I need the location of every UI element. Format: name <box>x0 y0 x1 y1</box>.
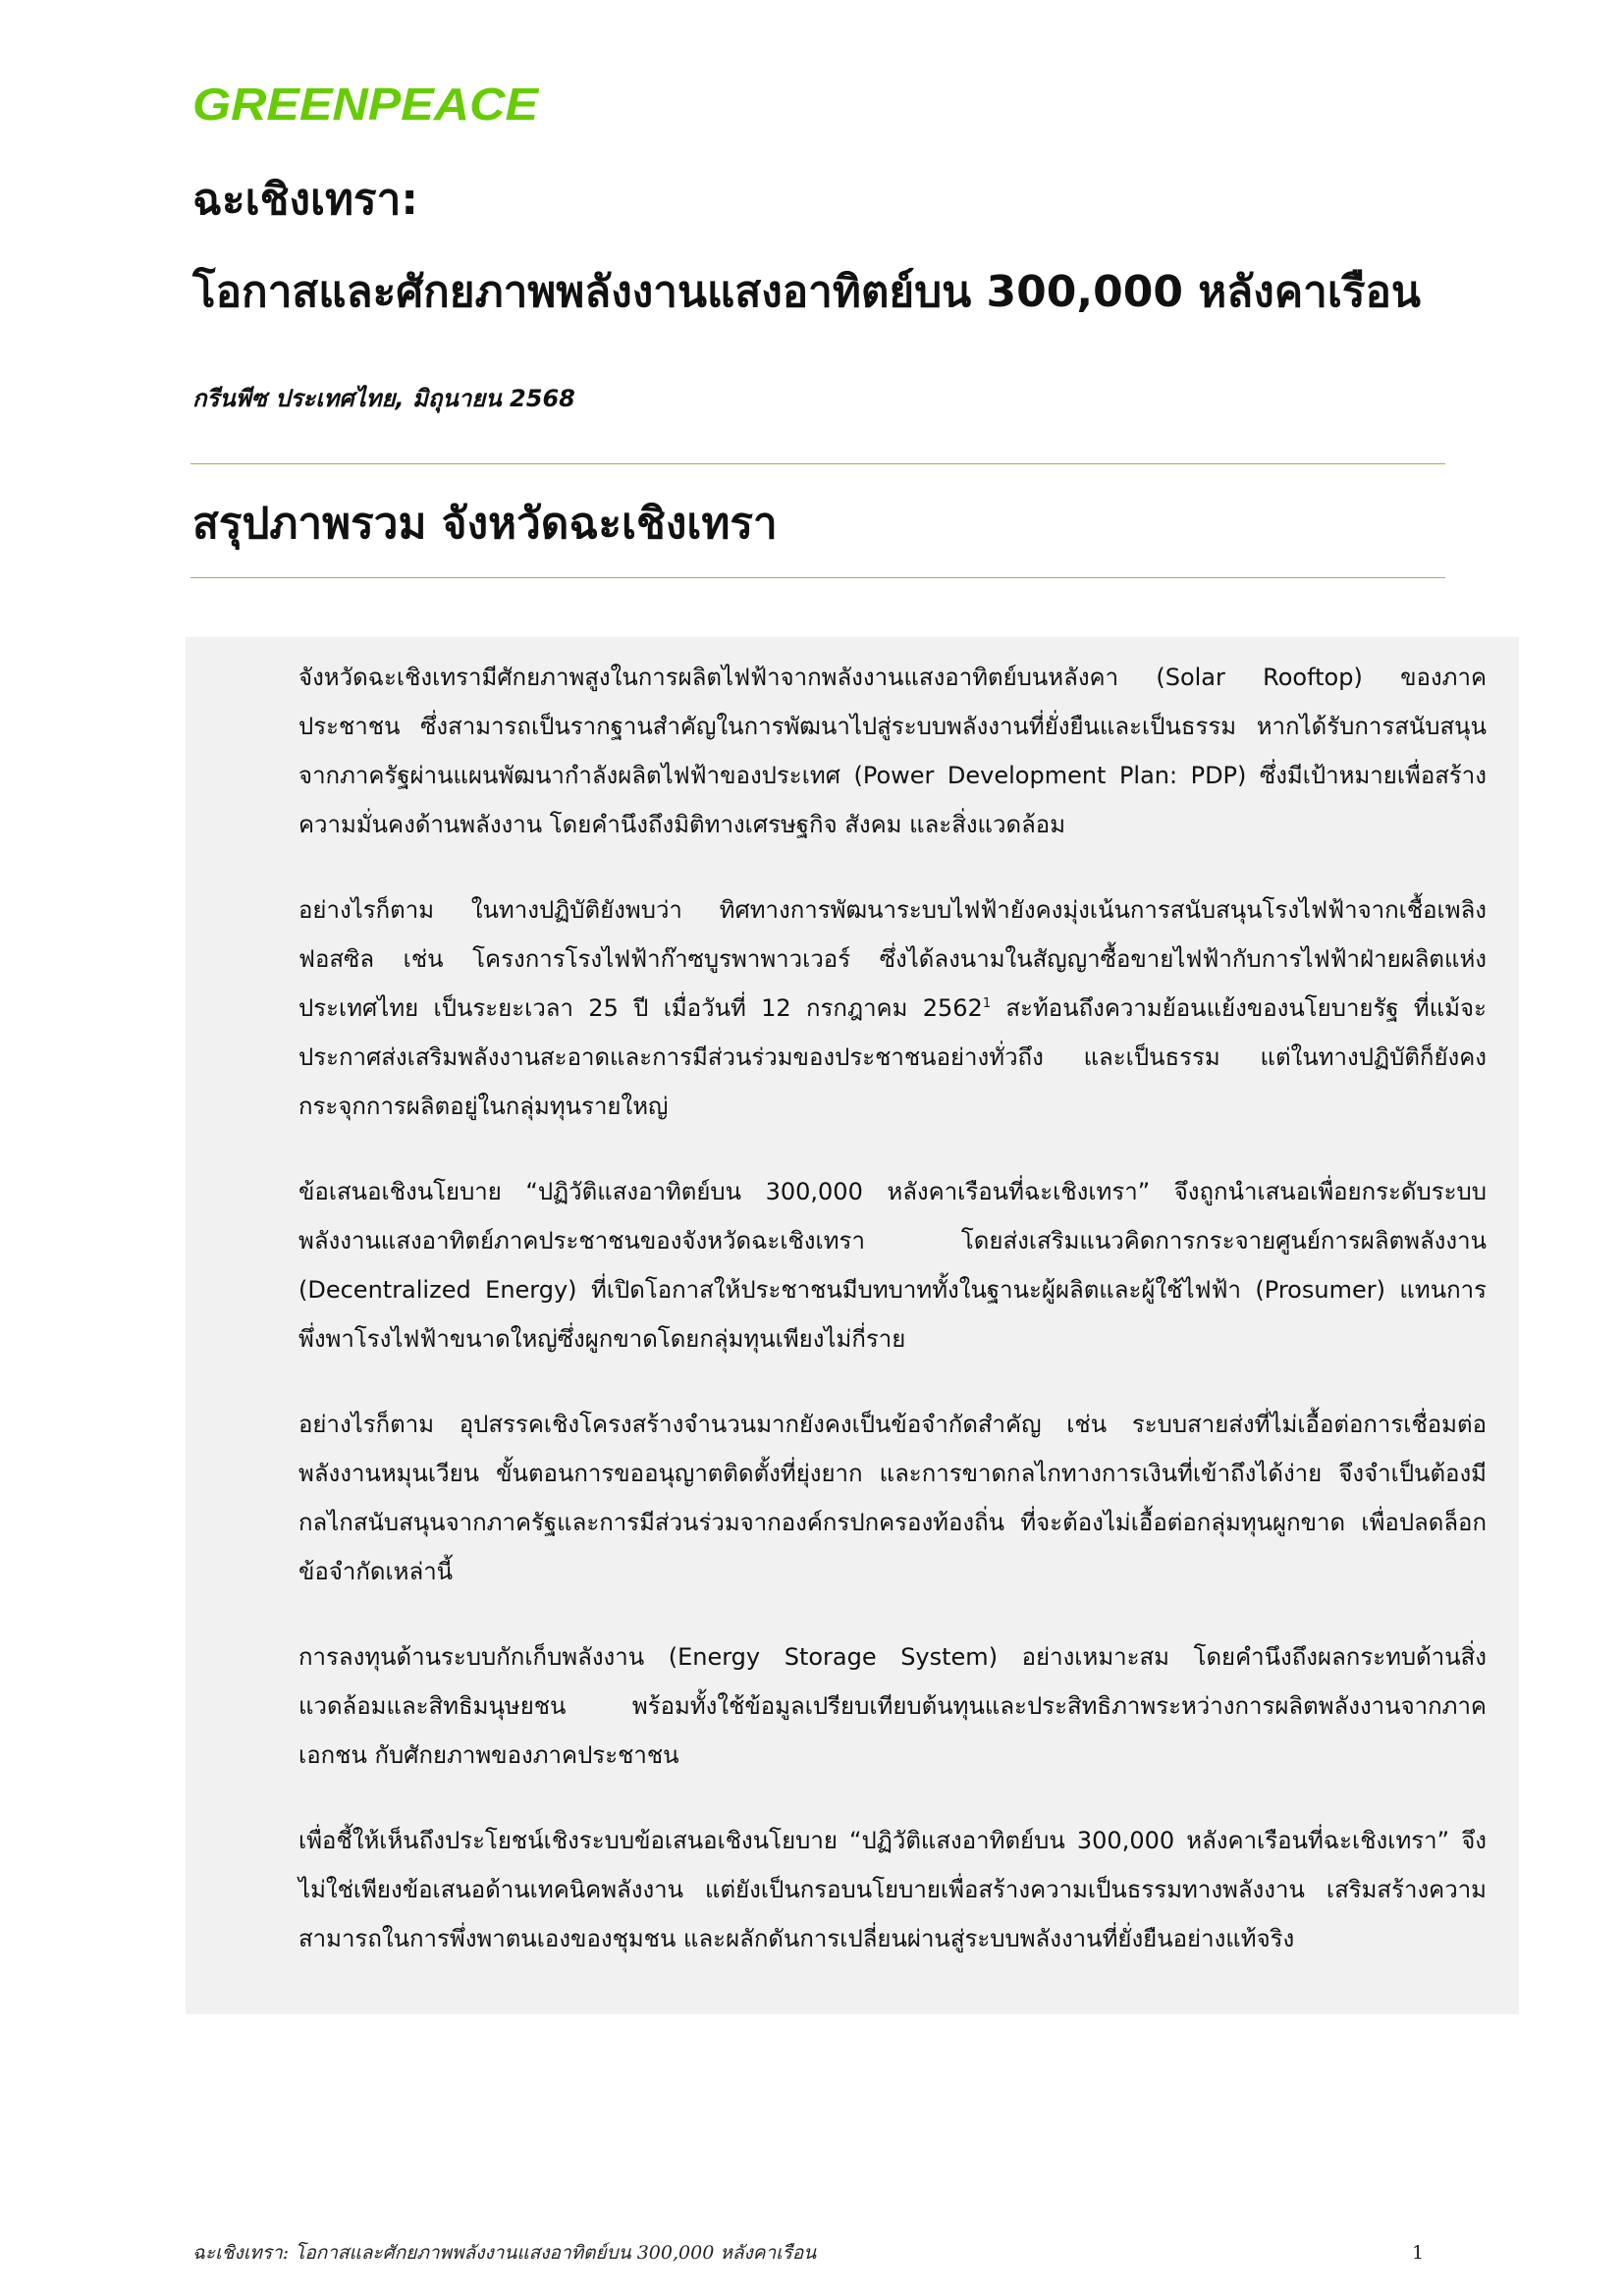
summary-paragraph-4: อย่างไรก็ตาม อุปสรรคเชิงโครงสร้างจำนวนมากยังคงเป็นข้อจำกัดสำคัญ เช่น ระบบสายส่งที่ไม่เอื้อต่อการเชื่อมต่อพลังงานหมุนเวียน ขั้นตอนการขออนุญาตติดตั้งที่ยุ่งยาก และการขาดกลไกทางการเงินที่เข้าถึงได้ง่าย จึงจำเป็นต้องมีกลไกสนับสนุนจากภาครัฐและการมีส่วนร่วมจากองค์กรปกครองท้องถิ่น ที่จะต้องไม่เอื้อต่อกลุ่มทุนผูกขาด เพื่อปลดล็อกข้อจำกัดเหล่านี้ <box>298 1411 1487 1585</box>
paragraph-2-text-before: อย่างไรก็ตาม ในทางปฏิบัติยังพบว่า ทิศทางการพัฒนาระบบไฟฟ้ายังคงมุ่งเน้นการสนับสนุนโรงไฟฟ้าจากเชื้อเพลิงฟอสซิล เช่น โครงการโรงไฟฟ้าก๊าซบูรพาพาวเวอร์ ซึ่งได้ลงนามในสัญญาซื้อขายไฟฟ้ากับการไฟฟ้าฝ่ายผลิตแห่งประเทศไทย เป็นระยะเวลา 25 ปี เมื่อวันที่ 12 กรกฎาคม 2562 <box>298 896 1487 1022</box>
summary-paragraph-3: ข้อเสนอเชิงนโยบาย “ปฏิวัติแสงอาทิตย์บน 300,000 หลังคาเรือนที่ฉะเชิงเทรา” จึงถูกนำเสนอเพื่อยกระดับระบบพลังงานแสงอาทิตย์ภาคประชาชนของจังหวัดฉะเชิงเทรา โดยส่งเสริมแนวคิดการกระจายศูนย์การผลิตพลังงาน (Decentralized Energy) ที่เปิดโอกาสให้ประชาชนมีบทบาททั้งในฐานะผู้ผลิตและผู้ใช้ไฟฟ้า (Prosumer) แทนการพึ่งพาโรงไฟฟ้าขนาดใหญ่ซึ่งผูกขาดโดยกลุ่มทุนเพียงไม่กี่ราย <box>298 1178 1487 1353</box>
summary-paragraph-5: การลงทุนด้านระบบกักเก็บพลังงาน (Energy Storage System) อย่างเหมาะสม โดยคำนึงถึงผลกระทบด้านสิ่งแวดล้อมและสิทธิมนุษยชน พร้อมทั้งใช้ข้อมูลเปรียบเทียบต้นทุนและประสิทธิภาพระหว่างการผลิตพลังงานจากภาคเอกชน กับศักยภาพของภาคประชาชน <box>298 1643 1487 1769</box>
logo-text: GREENPEACE <box>192 79 540 130</box>
section-title: สรุปภาพรวม จังหวัดฉะเชิงเทรา <box>192 499 778 549</box>
summary-paragraph-1: จังหวัดฉะเชิงเทรามีศักยภาพสูงในการผลิตไฟฟ้าจากพลังงานแสงอาทิตย์บนหลังคา (Solar Rooftop) ของภาคประชาชน ซึ่งสามารถเป็นรากฐานสำคัญในการพัฒนาไปสู่ระบบพลังงานที่ยั่งยืนและเป็นธรรม หากได้รับการสนับสนุนจากภาครัฐผ่านแผนพัฒนากำลังผลิตไฟฟ้าของประเทศ (Power Development Plan: PDP) ซึ่งมีเป้าหมายเพื่อสร้างความมั่นคงด้านพลังงาน โดยคำนึงถึงมิติทางเศรษฐกิจ สังคม และสิ่งแวดล้อม <box>298 664 1487 838</box>
title-line-1: ฉะเชิงเทรา: <box>192 175 418 225</box>
byline: กรีนพีซ ประเทศไทย, มิถุนายน 2568 <box>192 385 575 412</box>
paragraph-2-text-after: สะท้อนถึงความย้อนแย้งของนโยบายรัฐ ที่แม้จะประกาศส่งเสริมพลังงานสะอาดและการมีส่วนร่วมของประชาชนอย่างทั่วถึง และเป็นธรรม แต่ในทางปฏิบัติก็ยังคงกระจุกการผลิตอยู่ในกลุ่มทุนรายใหญ่ <box>298 994 1487 1120</box>
summary-paragraph-6: เพื่อชี้ให้เห็นถึงประโยชน์เชิงระบบข้อเสนอเชิงนโยบาย “ปฏิวัติแสงอาทิตย์บน 300,000 หลังคาเรือนที่ฉะเชิงเทรา” จึงไม่ใช่เพียงข้อเสนอด้านเทคนิคพลังงาน แต่ยังเป็นกรอบนโยบายเพื่อสร้างความเป็นธรรมทางพลังงาน เสริมสร้างความสามารถในการพึ่งพาตนเองของชุมชน และผลักดันการเปลี่ยนผ่านสู่ระบบพลังงานที่ยั่งยืนอย่างแท้จริง <box>298 1827 1487 1952</box>
section-divider-bottom <box>190 577 1445 578</box>
greenpeace-logo-mark <box>192 77 546 135</box>
footnote-marker[interactable]: 1 <box>982 996 992 1011</box>
page-number: 1 <box>1412 2242 1425 2264</box>
title-line-2: โอกาสและศักยภาพพลังงานแสงอาทิตย์บน 300,000 หลังคาเรือน <box>192 267 1422 317</box>
greenpeace-logo <box>192 77 546 135</box>
section-divider-top <box>190 463 1445 464</box>
summary-paragraph-2 <box>298 885 1487 1131</box>
footer-title: ฉะเชิงเทรา: โอกาสและศักยภาพพลังงานแสงอาทิตย์บน 300,000 หลังคาเรือน <box>192 2242 817 2264</box>
